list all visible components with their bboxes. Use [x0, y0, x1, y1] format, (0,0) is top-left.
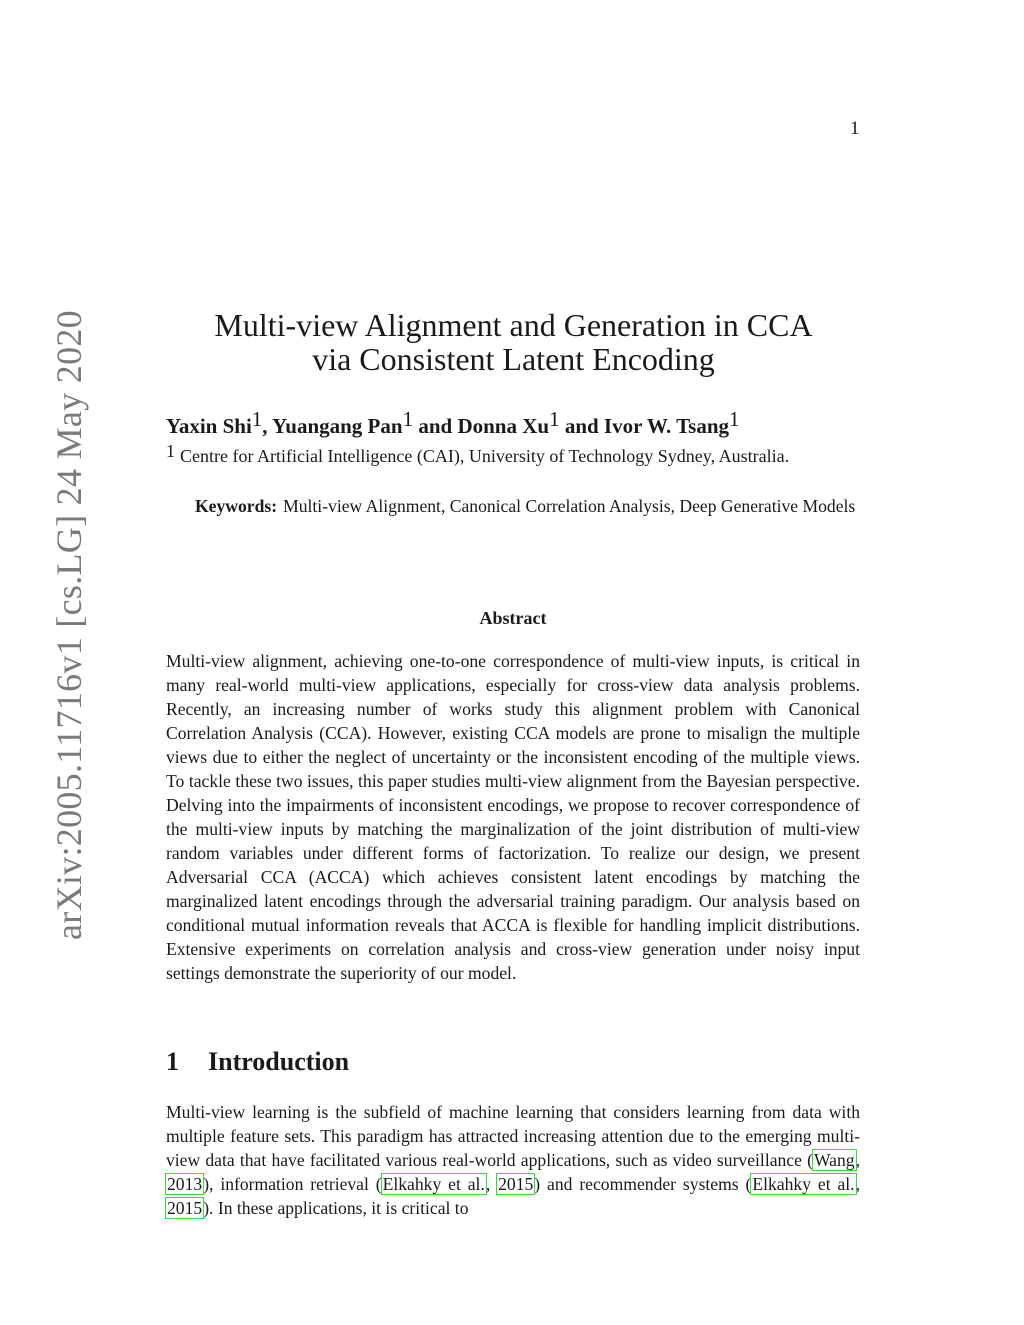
author-separator: and	[559, 414, 604, 438]
intro-text: ), information retrieval (	[203, 1174, 382, 1194]
abstract-heading: Abstract	[479, 608, 547, 628]
arxiv-identifier-stamp[interactable]: arXiv:2005.11716v1 [cs.LG] 24 May 2020	[49, 310, 89, 940]
abstract-text: Multi-view alignment, achieving one-to-one correspondence of multi-view inputs, is critical in many real-world multi-view applications, especially for cross-view data analysis problems. Recently, an increasing number of works study this alignment problem with Canonical Correlation Analysis (CCA). However, existing CCA models are prone to misalign the multiple views due to either the neglect of uncertainty or the inconsistent encoding of the multiple views. To tackle these two issues, this paper studies multi-view alignment from the Bayesian perspective. Delving into the impairments of inconsistent encodings, we propose to recover correspondence of the multi-view inputs by matching the marginalization of the joint distribution of multi-view random variables under different forms of factorization. To realize our design, we present Adversarial CCA (ACCA) which achieves consistent latent encodings by matching the marginalized latent encodings through the adversarial training paradigm. Our analysis based on conditional mutual information reveals that ACCA is flexible for handling implicit distributions. Extensive experiments on correlation analysis and cross-view generation under noisy input settings demonstrate the superiority of our model.	[166, 651, 860, 983]
author-name: Yuangang Pan	[272, 414, 403, 438]
author-list	[166, 407, 866, 439]
author-name: Ivor W. Tsang	[603, 414, 730, 438]
author-name: Donna Xu	[457, 414, 550, 438]
intro-text: ) and recommender systems (	[534, 1174, 752, 1194]
affiliation-text: Centre for Artificial Intelligence (CAI), University of Technology Sydney, Australia.	[180, 446, 790, 466]
citation-link[interactable]: Wang	[813, 1150, 855, 1170]
title-line-1: Multi-view Alignment and Generation in CCA	[214, 307, 813, 343]
affiliation-mark: 1	[166, 441, 175, 461]
section-heading	[166, 1047, 349, 1077]
intro-paragraph	[166, 1100, 860, 1220]
keywords-label: Keywords:	[195, 496, 278, 516]
citation-separator: ,	[485, 1174, 498, 1194]
author-separator: ,	[262, 414, 273, 438]
keywords-text: Multi-view Alignment, Canonical Correlation Analysis, Deep Generative Models	[283, 496, 856, 516]
citation-link[interactable]: 2015	[167, 1198, 203, 1218]
section-number: 1	[166, 1047, 179, 1076]
citation-separator: ,	[855, 1150, 860, 1170]
citation-link[interactable]: Elkahky et al.	[382, 1174, 485, 1194]
citation-link[interactable]: 2015	[498, 1174, 534, 1194]
author-affiliation-mark: 1	[729, 407, 740, 431]
author-affiliation-mark: 1	[549, 407, 560, 431]
affiliation	[166, 441, 866, 467]
title-line-2: via Consistent Latent Encoding	[312, 341, 715, 377]
intro-text: ). In these applications, it is critical to	[203, 1198, 469, 1218]
intro-text: Multi-view learning is the subfield of machine learning that considers learning from data with multiple feature sets. This paradigm has attracted increasing attention due to the emerging multi-view data that have facilitated various real-world applications, such as video surveillance (	[166, 1102, 860, 1170]
author-affiliation-mark: 1	[251, 407, 263, 431]
author-affiliation-mark: 1	[402, 407, 414, 431]
citation-separator: ,	[855, 1174, 860, 1194]
citation-link[interactable]: Elkahky et al.	[752, 1174, 855, 1194]
author-name: Yaxin Shi	[166, 414, 252, 438]
paper-title	[165, 308, 862, 376]
author-separator: and	[413, 414, 458, 438]
citation-link[interactable]: 2013	[167, 1174, 203, 1194]
page-number: 1	[850, 118, 860, 139]
keywords	[166, 494, 860, 518]
section-title: Introduction	[208, 1047, 350, 1076]
